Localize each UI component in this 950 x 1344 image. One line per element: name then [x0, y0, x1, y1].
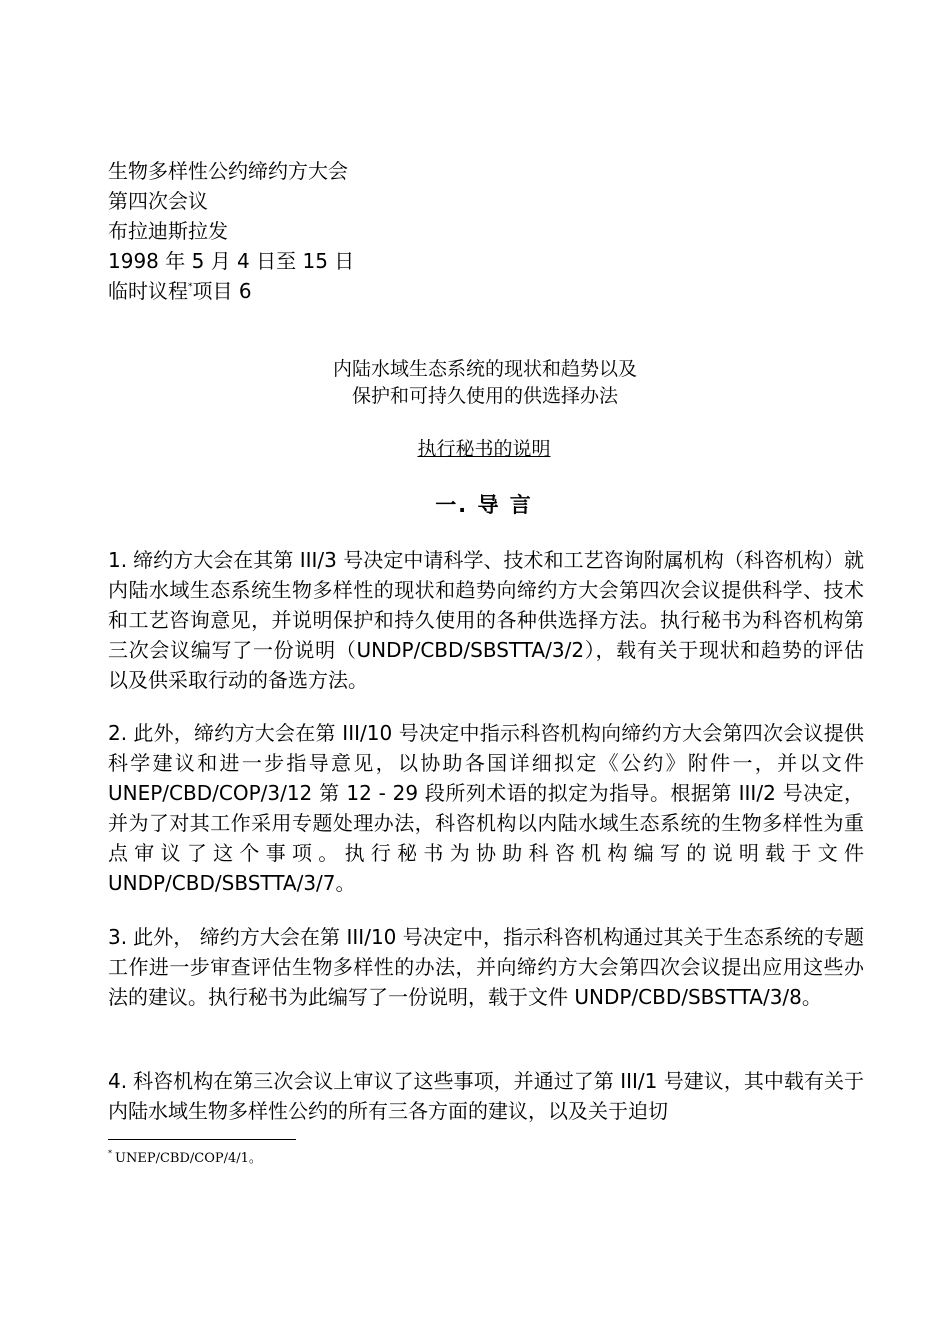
paragraph	[108, 1066, 864, 1126]
agenda-item	[108, 276, 354, 306]
footnote-separator	[108, 1139, 296, 1140]
note-heading	[0, 436, 950, 462]
document-header	[108, 156, 354, 306]
paragraph	[108, 922, 864, 1012]
footnote-text: UNEP/CBD/COP/4/1。	[115, 1151, 262, 1166]
agenda-prefix: 临时议程	[108, 279, 188, 303]
agenda-suffix: 项目 6	[192, 279, 252, 303]
meeting-location: 布拉迪斯拉发	[108, 219, 228, 243]
convention-name: 生物多样性公约缔约方大会	[108, 159, 348, 183]
footnote	[108, 1150, 262, 1168]
paragraph-text: 缔约方大会在其第 III/3 号决定中请科学、技术和工艺咨询附属机构（科咨机构）就内陆水域生态系统生物多样性的现状和趋势向缔约方大会第四次会议提供科学、技术和工艺咨询意见，并说明保护和持久使用的各种供选择方法。执行秘书为科咨机构第三次会议编写了一份说明（UNDP/CBD/SBSTTA/3/2），载有关于现状和趋势的评估以及供采取行动的备选方法。	[108, 548, 864, 692]
footnote-reference: *	[188, 282, 193, 292]
section-heading: 一. 导 言	[435, 493, 533, 517]
paragraph-text: 此外，缔约方大会在第 III/10 号决定中指示科咨机构向缔约方大会第四次会议提供科学建议和进一步指导意见，以协助各国详细拟定《公约》附件一，并以文件 UNEP/CBD/COP/3/12 第 12 - 29 段所列术语的拟定为指导。根据第 III/2 号决定，并为了对其工作采用专题处理办法，科咨机构以内陆水域生态系统的生物多样性为重点审议了这个事项。执行秘书为协助科咨机构编写的说明载于文件 UNDP/CBD/SBSTTA/3/7。	[108, 721, 864, 895]
meeting-dates: 1998 年 5 月 4 日至 15 日	[108, 249, 355, 273]
footnote-marker: *	[108, 1149, 112, 1158]
paragraph-text: 科咨机构在第三次会议上审议了这些事项，并通过了第 III/1 号建议，其中载有关于内陆水域生物多样性公约的所有三各方面的建议，以及关于迫切	[108, 1069, 864, 1123]
paragraph-number: 4.	[108, 1069, 128, 1093]
title-line-1: 内陆水域生态系统的现状和趋势以及	[332, 358, 637, 380]
paragraph-number: 1.	[108, 548, 128, 572]
paragraph	[108, 718, 864, 898]
paragraph	[108, 545, 864, 695]
title-line-2: 保护和可持久使用的供选择办法	[351, 385, 618, 407]
paragraph-number: 3.	[108, 925, 128, 949]
document-title	[0, 356, 950, 410]
paragraph-text: 此外， 缔约方大会在第 III/10 号决定中，指示科咨机构通过其关于生态系统的专题工作进一步审查评估生物多样性的办法，并向缔约方大会第四次会议提出应用这些办法的建议。执行秘书为此编写了一份说明，载于文件 UNDP/CBD/SBSTTA/3/8。	[108, 925, 864, 1009]
paragraph-number: 2.	[108, 721, 128, 745]
note-heading-text: 执行秘书的说明	[417, 438, 551, 460]
session-name: 第四次会议	[108, 189, 208, 213]
